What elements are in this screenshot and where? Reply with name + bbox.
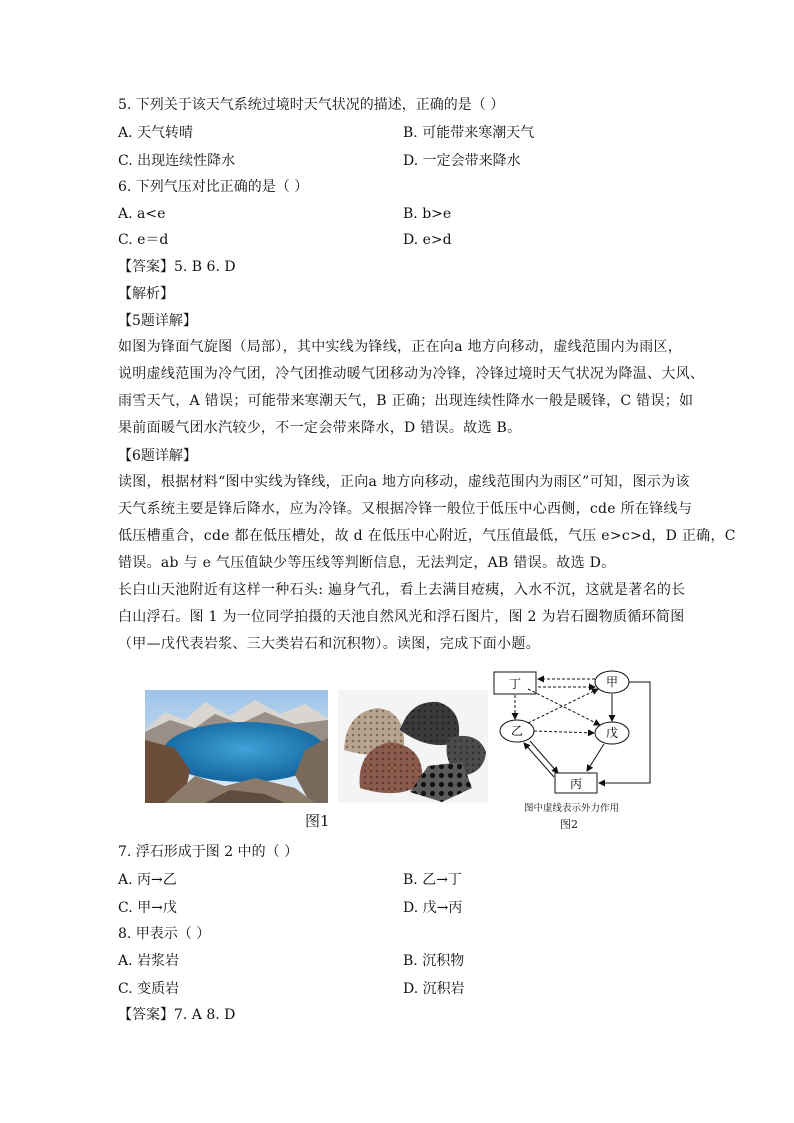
q7-option-a: A. 丙→乙 (118, 872, 177, 888)
q6-detail-paragraph (118, 469, 736, 577)
intro-line: （甲—戊代表岩浆、三大类岩石和沉积物）。读图，完成下面小题。 (118, 636, 540, 652)
answer-5-6: 【答案】5. B 6. D (118, 259, 236, 275)
q5-option-c: C. 出现连续性降水 (118, 153, 236, 169)
tianchi-lake-photo (145, 690, 328, 803)
node-jia: 甲 (605, 675, 619, 689)
q6-option-d: D. e>d (403, 232, 452, 248)
q5-detail-line: 果前面暖气团水汽较少，不一定会带来降水，D 错误。故选 B。 (118, 420, 522, 436)
pumice-stones-photo (338, 690, 488, 803)
q6-option-c: C. e＝d (118, 232, 169, 248)
q6-stem: 6. 下列气压对比正确的是（ ） (118, 179, 309, 195)
q6-detail-label: 【6题详解】 (118, 448, 197, 464)
q6-detail-line: 读图，根据材料“图中实线为锋线，正向a 地方向移动，虚线范围内为雨区”可知，图示为该 (118, 474, 690, 490)
q7-stem: 7. 浮石形成于图 2 中的（ ） (118, 844, 299, 860)
rock-cycle-diagram (492, 667, 662, 807)
node-ding: 丁 (508, 677, 522, 691)
node-wu: 戊 (605, 726, 619, 740)
q8-option-d: D. 沉积岩 (403, 981, 465, 997)
node-yi: 乙 (510, 724, 524, 738)
q5-detail-paragraph (118, 334, 705, 442)
q7-option-b: B. 乙→丁 (403, 872, 462, 888)
q6-detail-line: 错误。ab 与 e 气压值缺少等压线等判断信息，无法判定，AB 错误。故选 D。 (118, 555, 616, 571)
q5-detail-label: 【5题详解】 (118, 313, 197, 329)
node-bing: 丙 (569, 777, 583, 791)
analysis-label: 【解析】 (118, 286, 174, 302)
q5-option-b: B. 可能带来寒潮天气 (403, 125, 535, 141)
answer-7-8: 【答案】7. A 8. D (118, 1007, 236, 1023)
figure-2-caption: 图2 (560, 818, 578, 831)
q7-option-c: C. 甲→戊 (118, 900, 177, 916)
intro-paragraph (118, 577, 698, 658)
figure-2-note: 图中虚线表示外力作用 (524, 803, 620, 814)
q7-option-d: D. 戊→丙 (403, 900, 463, 916)
q6-option-b: B. b>e (403, 206, 452, 222)
q5-detail-line: 雨雪天气，A 错误；可能带来寒潮天气，B 正确；出现连续性降水一般是暖锋，C 错误；如 (118, 393, 694, 409)
q5-option-a: A. 天气转晴 (118, 125, 194, 141)
q5-detail-line: 如图为锋面气旋图（局部），其中实线为锋线，正在向a 地方向移动，虚线范围内为雨区， (118, 339, 683, 355)
q5-detail-line: 说明虚线范围为冷气团，冷气团推动暖气团移动为冷锋，冷锋过境时天气状况为降温、大风、 (118, 366, 705, 382)
q5-option-d: D. 一定会带来降水 (403, 153, 521, 169)
figure-1-caption: 图1 (305, 812, 330, 830)
intro-line: 白山浮石。图 1 为一位同学拍摄的天池自然风光和浮石图片，图 2 为岩石圈物质循环简图 (118, 609, 685, 625)
intro-line: 长白山天池附近有这样一种石头: 遍身气孔，看上去满目疮痍，入水不沉，这就是著名的长 (118, 582, 686, 598)
q8-option-a: A. 岩浆岩 (118, 953, 180, 969)
q6-option-a: A. a<e (118, 206, 166, 222)
q6-detail-line: 低压槽重合，cde 都在低压槽处，故 d 在低压中心附近，气压值最低，气压 e>c>d，D 正确，C (118, 528, 736, 544)
q8-option-c: C. 变质岩 (118, 981, 180, 997)
q8-stem: 8. 甲表示（ ） (118, 926, 211, 942)
q8-option-b: B. 沉积物 (403, 953, 465, 969)
q6-detail-line: 天气系统主要是锋后降水，应为冷锋。又根据冷锋一般位于低压中心西侧，cde 所在锋线与 (118, 501, 693, 517)
q5-stem: 5. 下列关于该天气系统过境时天气状况的描述，正确的是（ ） (118, 97, 505, 113)
